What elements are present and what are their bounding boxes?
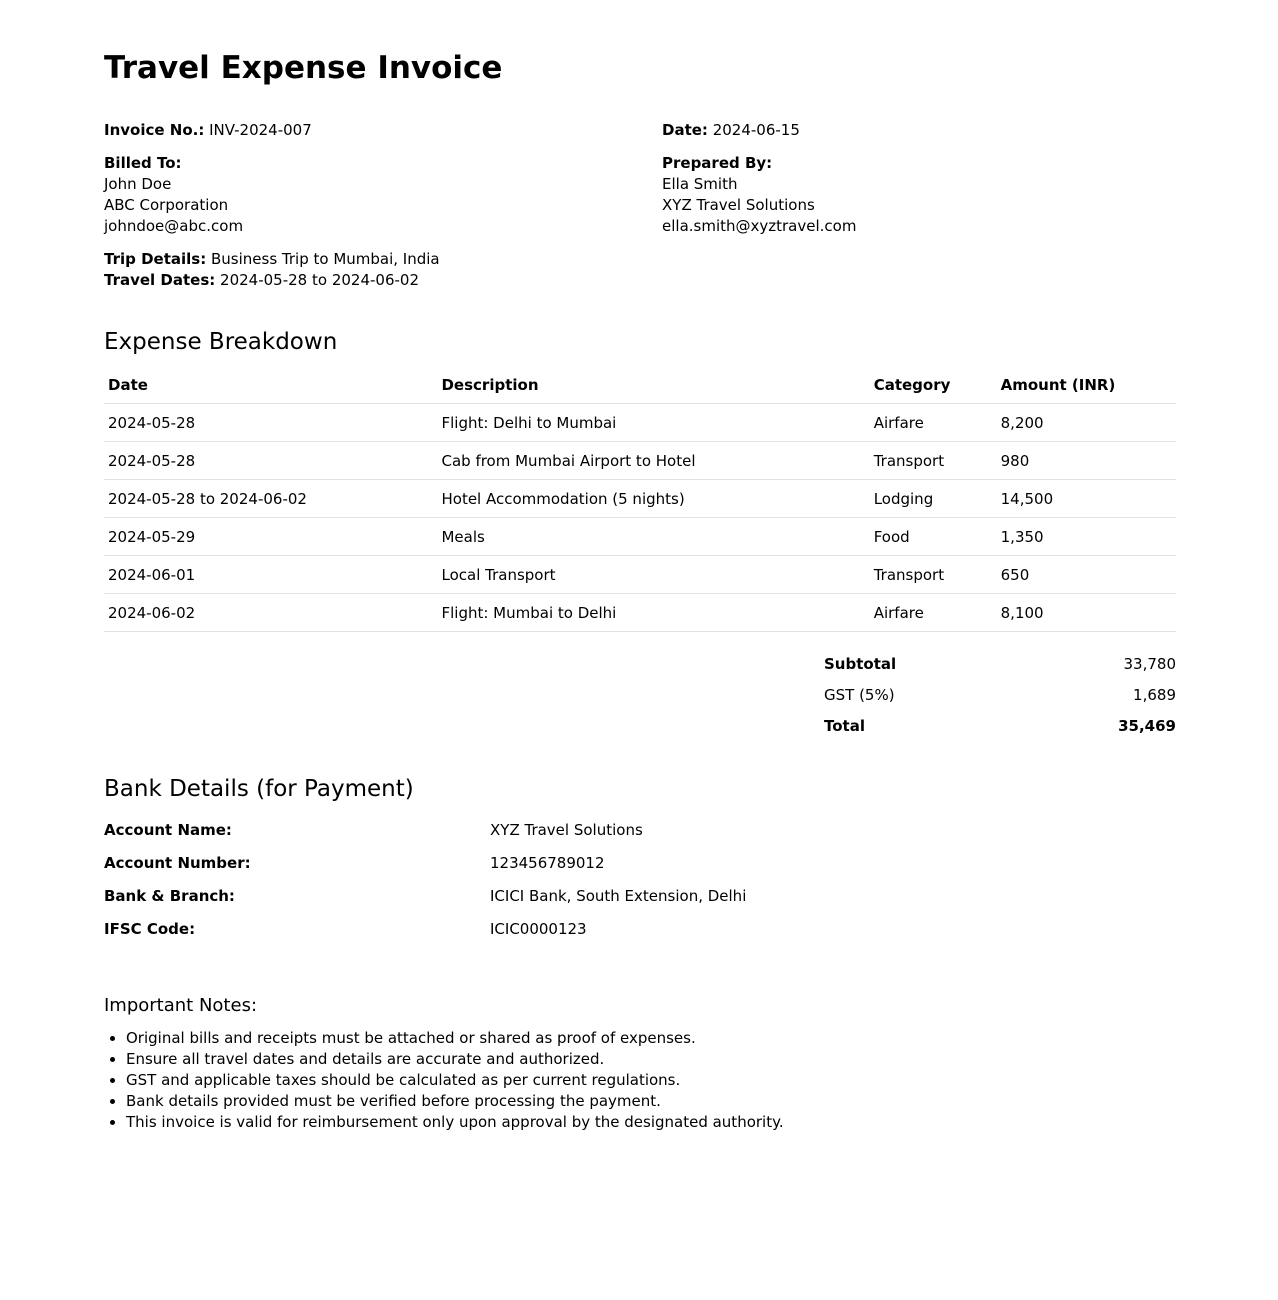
- meta-right-column: [662, 120, 1176, 237]
- bank-heading: Bank Details (for Payment): [104, 776, 414, 802]
- invoice-date: [662, 120, 1176, 141]
- table-row: [104, 442, 1176, 480]
- invoice-number-value: INV-2024-007: [209, 121, 312, 139]
- column-header-category: Category: [870, 366, 997, 404]
- cell-amount: 980: [997, 442, 1176, 480]
- notes-list: [104, 1028, 1176, 1133]
- meta-left-column: [104, 120, 644, 291]
- trip-details: [104, 249, 644, 270]
- subtotal-row: [824, 649, 1176, 680]
- subtotal-value: 33,780: [1123, 655, 1176, 673]
- ifsc-value: ICIC0000123: [490, 920, 587, 938]
- cell-date: 2024-05-28: [104, 404, 437, 442]
- cell-category: Airfare: [870, 404, 997, 442]
- account-name-value: XYZ Travel Solutions: [490, 821, 643, 839]
- trip-details-value: Business Trip to Mumbai, India: [211, 250, 440, 268]
- page-title: Travel Expense Invoice: [104, 50, 503, 86]
- travel-dates: [104, 270, 644, 291]
- cell-category: Airfare: [870, 594, 997, 632]
- travel-dates-label: Travel Dates:: [104, 271, 216, 289]
- cell-amount: 8,100: [997, 594, 1176, 632]
- invoice-meta: [104, 120, 1176, 310]
- prepared-by-name: Ella Smith: [662, 175, 738, 193]
- expense-table: [104, 366, 1176, 632]
- travel-dates-value: 2024-05-28 to 2024-06-02: [220, 271, 419, 289]
- total-label: Total: [824, 717, 865, 735]
- cell-description: Meals: [437, 518, 869, 556]
- account-number-value: 123456789012: [490, 854, 605, 872]
- invoice-page: [104, 0, 1176, 1131]
- cell-amount: 1,350: [997, 518, 1176, 556]
- cell-description: Hotel Accommodation (5 nights): [437, 480, 869, 518]
- cell-description: Cab from Mumbai Airport to Hotel: [437, 442, 869, 480]
- table-row: [104, 480, 1176, 518]
- cell-date: 2024-05-28 to 2024-06-02: [104, 480, 437, 518]
- cell-date: 2024-05-29: [104, 518, 437, 556]
- list-item: • Bank details provided must be verified before processing the payment.: [126, 1091, 1176, 1112]
- invoice-number: [104, 120, 644, 141]
- bank-branch-value: ICICI Bank, South Extension, Delhi: [490, 887, 747, 905]
- prepared-by-email: ella.smith@xyztravel.com: [662, 217, 857, 235]
- cell-category: Transport: [870, 442, 997, 480]
- invoice-date-label: Date:: [662, 121, 708, 139]
- ifsc-label: IFSC Code:: [104, 920, 196, 938]
- cell-description: Flight: Mumbai to Delhi: [437, 594, 869, 632]
- cell-date: 2024-05-28: [104, 442, 437, 480]
- cell-amount: 650: [997, 556, 1176, 594]
- trip-details-label: Trip Details:: [104, 250, 207, 268]
- bank-details: [104, 817, 1176, 949]
- bank-row-branch: [104, 883, 1176, 916]
- invoice-date-value: 2024-06-15: [712, 121, 800, 139]
- cell-date: 2024-06-02: [104, 594, 437, 632]
- cell-description: Local Transport: [437, 556, 869, 594]
- list-item: • GST and applicable taxes should be calculated as per current regulations.: [126, 1070, 1176, 1091]
- bank-branch-label: Bank & Branch:: [104, 887, 235, 905]
- cell-amount: 14,500: [997, 480, 1176, 518]
- billed-to-label: Billed To:: [104, 154, 182, 172]
- list-item: • Ensure all travel dates and details are accurate and authorized.: [126, 1049, 1176, 1070]
- total-row: [824, 711, 1176, 742]
- column-header-amount: Amount (INR): [997, 366, 1176, 404]
- subtotal-label: Subtotal: [824, 655, 897, 673]
- bank-row-account-number: [104, 850, 1176, 883]
- bank-row-ifsc: [104, 916, 1176, 949]
- bank-row-account-name: [104, 817, 1176, 850]
- account-name-label: Account Name:: [104, 821, 232, 839]
- prepared-by-label: Prepared By:: [662, 154, 773, 172]
- expense-header-row: [104, 366, 1176, 404]
- table-row: [104, 556, 1176, 594]
- gst-label: GST (5%): [824, 686, 895, 704]
- billed-to-company: ABC Corporation: [104, 196, 229, 214]
- cell-category: Lodging: [870, 480, 997, 518]
- cell-amount: 8,200: [997, 404, 1176, 442]
- gst-value: 1,689: [1133, 686, 1176, 704]
- table-row: [104, 594, 1176, 632]
- cell-description: Flight: Delhi to Mumbai: [437, 404, 869, 442]
- invoice-number-label: Invoice No.:: [104, 121, 205, 139]
- prepared-by-company: XYZ Travel Solutions: [662, 196, 815, 214]
- column-header-description: Description: [437, 366, 869, 404]
- important-notes: [104, 992, 1176, 1133]
- list-item: • This invoice is valid for reimbursement only upon approval by the designated authority.: [126, 1112, 1176, 1133]
- notes-heading: Important Notes:: [104, 995, 258, 1016]
- column-header-date: Date: [104, 366, 437, 404]
- cell-date: 2024-06-01: [104, 556, 437, 594]
- billed-to-name: John Doe: [104, 175, 172, 193]
- totals-block: [824, 649, 1176, 742]
- list-item: • Original bills and receipts must be attached or shared as proof of expenses.: [126, 1028, 1176, 1049]
- account-number-label: Account Number:: [104, 854, 251, 872]
- cell-category: Food: [870, 518, 997, 556]
- expense-heading: Expense Breakdown: [104, 329, 338, 355]
- cell-category: Transport: [870, 556, 997, 594]
- billed-to-email: johndoe@abc.com: [104, 217, 244, 235]
- total-value: 35,469: [1118, 717, 1176, 735]
- table-row: [104, 518, 1176, 556]
- table-row: [104, 404, 1176, 442]
- gst-row: [824, 680, 1176, 711]
